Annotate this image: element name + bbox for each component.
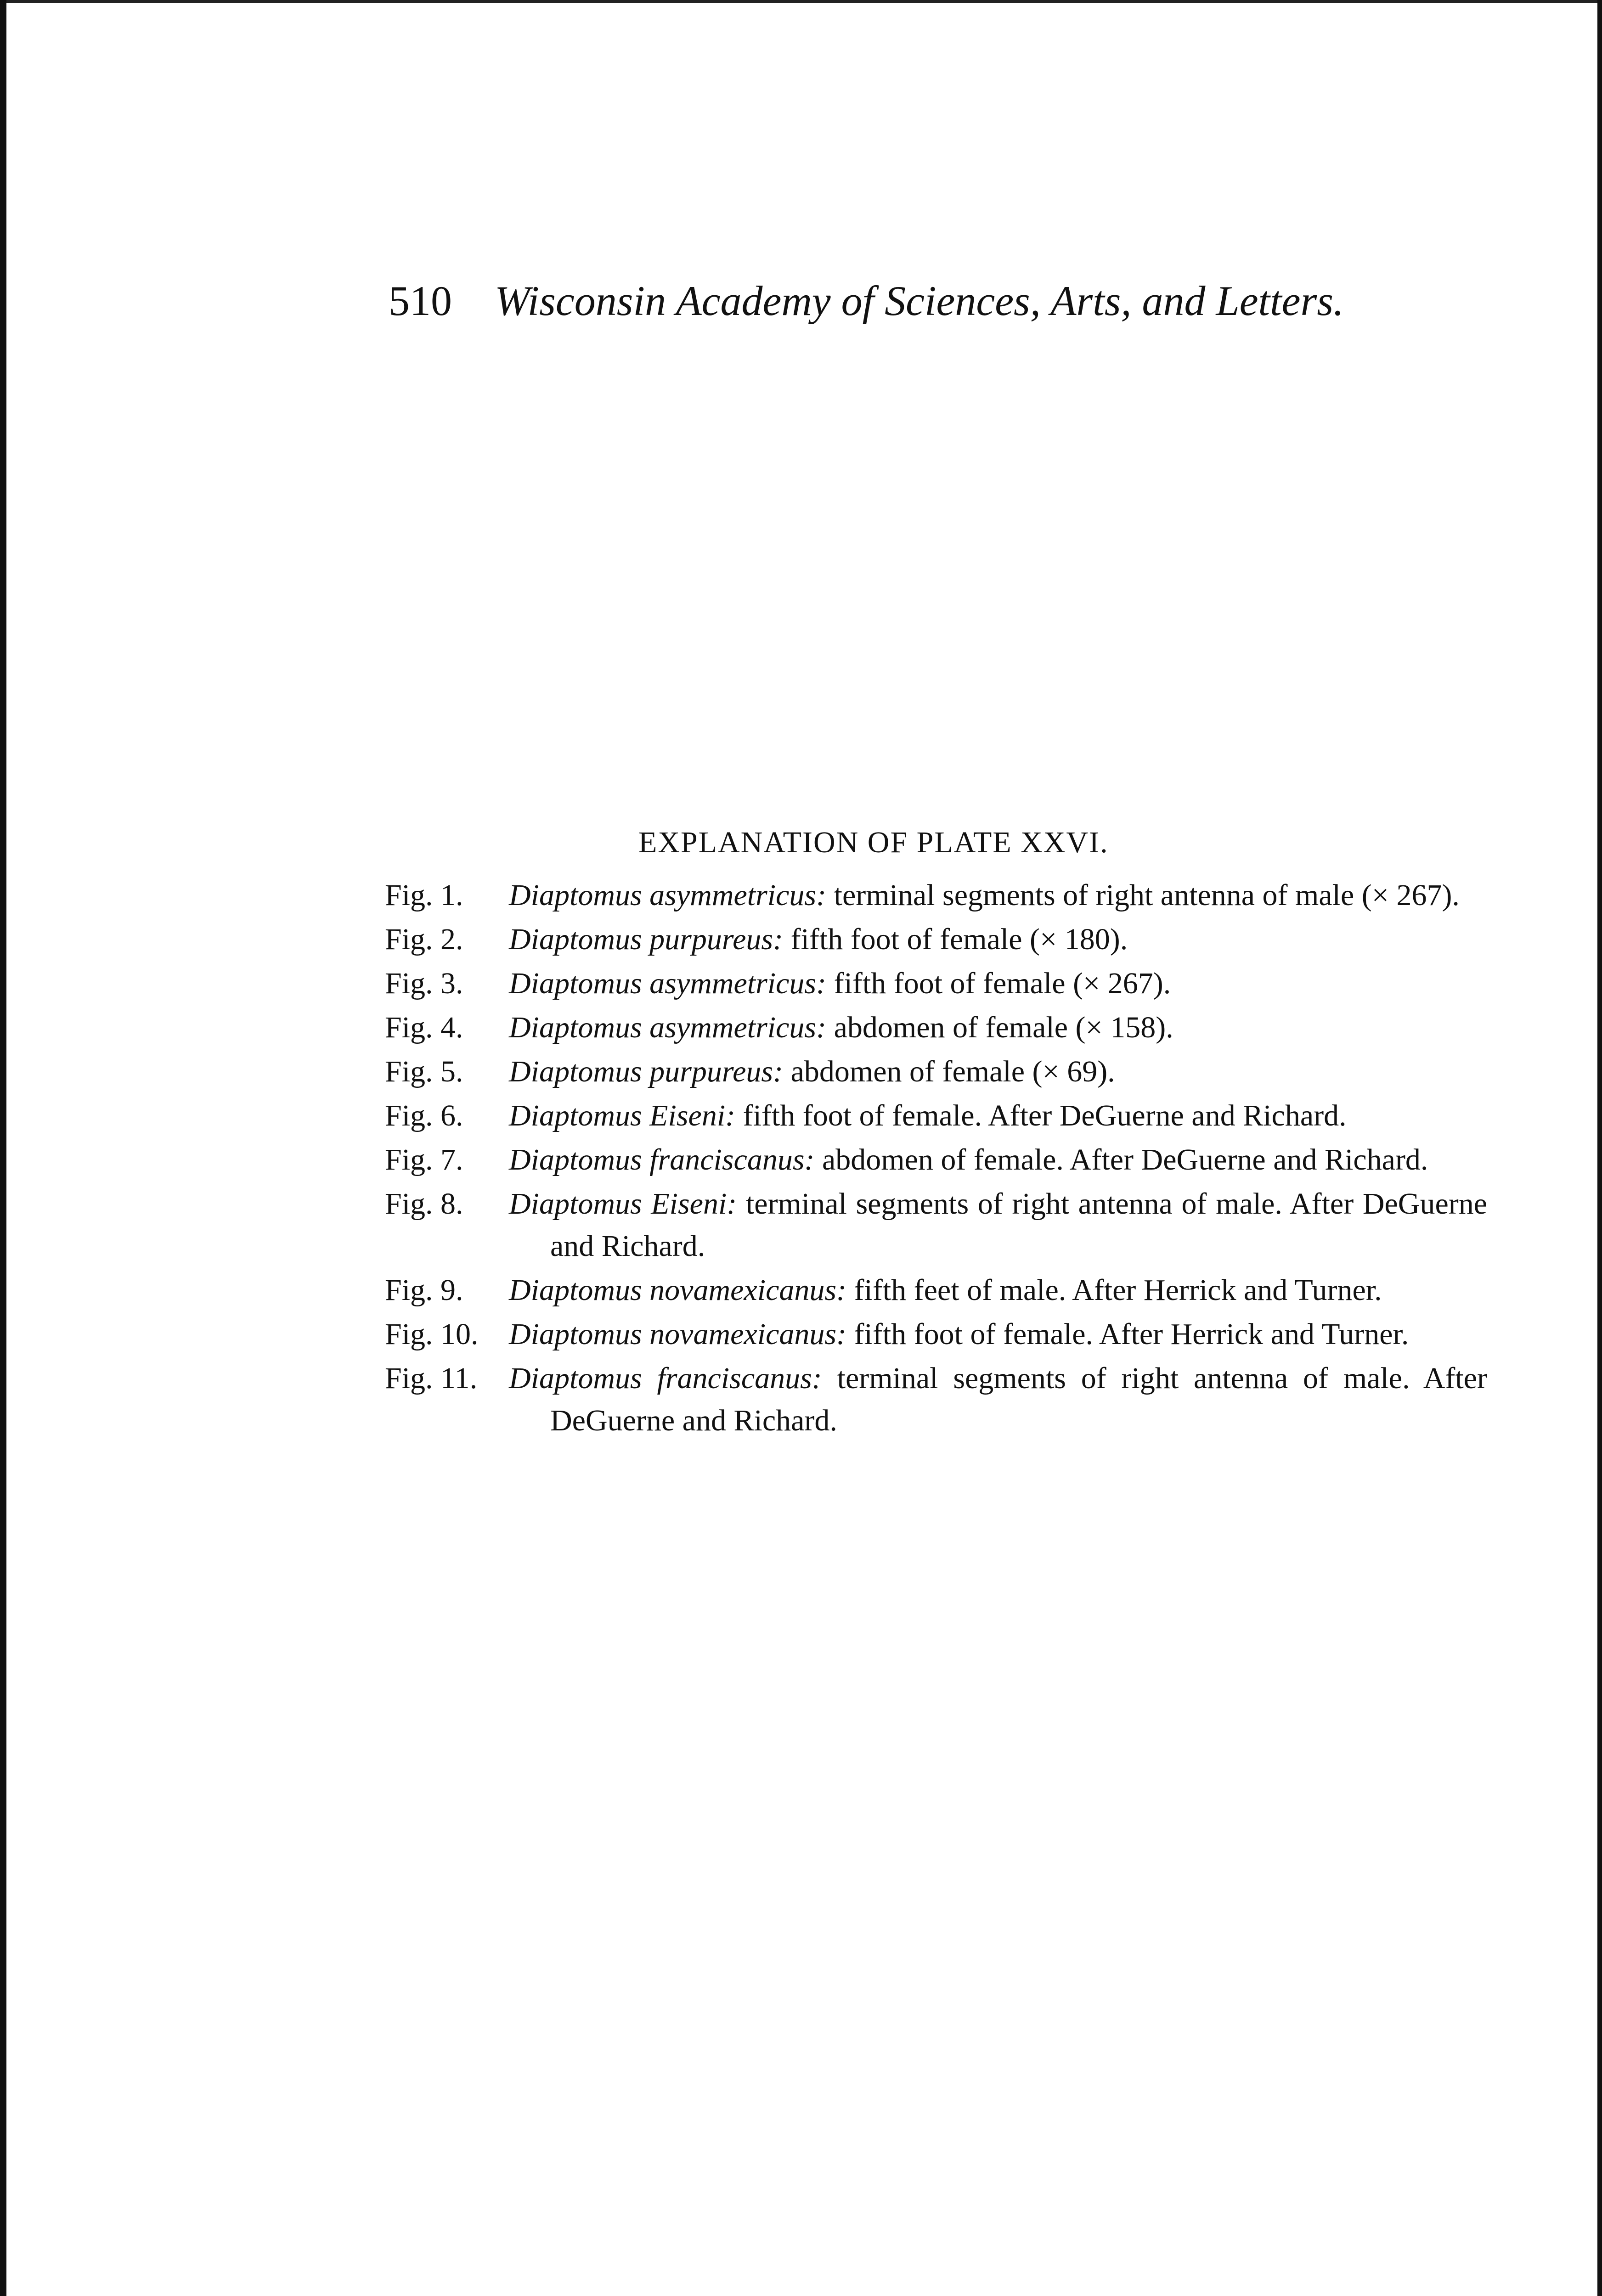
figure-explanation-list [385,874,1487,1444]
figure-label: Fig. 9. [385,1273,463,1307]
figure-caption [509,918,1487,961]
journal-title: Wisconsin Academy of Sciences, Arts, and Letters. [495,277,1344,324]
species-name: Diaptomus purpureus: [509,1055,784,1088]
figure-label: Fig. 11. [385,1362,478,1395]
figure-description: abdomen of female. After DeGuerne and Richard. [822,1143,1428,1176]
figure-caption [509,1183,1487,1267]
figure-description: terminal segments of right antenna of male (× 267). [834,878,1460,912]
species-name: Diaptomus novamexicanus: [509,1273,847,1307]
figure-caption [509,1139,1487,1181]
figure-caption [509,962,1487,1005]
species-name: Diaptomus asymmetricus: [509,967,827,1000]
figure-description: fifth foot of female. After Herrick and Turner. [854,1317,1409,1351]
figure-entry [385,962,1487,1005]
figure-description: fifth foot of female. After DeGuerne and Richard. [743,1099,1347,1132]
species-name: Diaptomus purpureus: [509,923,784,956]
species-name: Diaptomus novamexicanus: [509,1317,847,1351]
figure-caption [509,1095,1487,1137]
figure-entry [385,1095,1487,1137]
running-head [389,271,1390,331]
figure-caption [509,874,1487,917]
figure-entry [385,1313,1487,1356]
figure-entry [385,874,1487,917]
figure-label: Fig. 5. [385,1055,463,1088]
scan-edge-right [1597,0,1602,2296]
figure-label: Fig. 2. [385,923,463,956]
figure-description: fifth foot of female (× 180). [790,923,1128,956]
species-name: Diaptomus franciscanus: [509,1143,815,1176]
figure-description: fifth feet of male. After Herrick and Turner. [854,1273,1382,1307]
figure-description: fifth foot of female (× 267). [834,967,1171,1000]
species-name: Diaptomus Eiseni: [509,1099,736,1132]
figure-caption [509,1051,1487,1093]
scan-edge-left [0,0,6,2296]
species-name: Diaptomus asymmetricus: [509,1011,827,1044]
figure-label: Fig. 8. [385,1187,463,1221]
figure-label: Fig. 3. [385,967,463,1000]
figure-caption [509,1357,1487,1442]
species-name: Diaptomus Eiseni: [509,1187,737,1221]
figure-entry [385,1139,1487,1181]
plate-heading: EXPLANATION OF PLATE XXVI. [638,826,1109,859]
figure-description: abdomen of female (× 69). [790,1055,1115,1088]
figure-entry [385,918,1487,961]
figure-entry [385,1051,1487,1093]
figure-label: Fig. 7. [385,1143,463,1176]
figure-caption [509,1313,1487,1356]
figure-description: abdomen of female (× 158). [834,1011,1173,1044]
figure-label: Fig. 6. [385,1099,463,1132]
scan-edge-top [0,0,1602,3]
figure-description: terminal segments of right antenna of male. After DeGuerne and Richard. [550,1362,1488,1437]
figure-caption [509,1269,1487,1311]
figure-entry [385,1269,1487,1311]
figure-label: Fig. 4. [385,1011,463,1044]
figure-entry [385,1357,1487,1442]
figure-label: Fig. 10. [385,1317,479,1351]
figure-description: terminal segments of right antenna of male. After DeGuerne and Richard. [550,1187,1488,1263]
figure-entry [385,1007,1487,1049]
figure-label: Fig. 1. [385,878,463,912]
figure-entry [385,1183,1487,1267]
page-number: 510 [389,277,452,324]
species-name: Diaptomus franciscanus: [509,1362,822,1395]
figure-caption [509,1007,1487,1049]
species-name: Diaptomus asymmetricus: [509,878,827,912]
